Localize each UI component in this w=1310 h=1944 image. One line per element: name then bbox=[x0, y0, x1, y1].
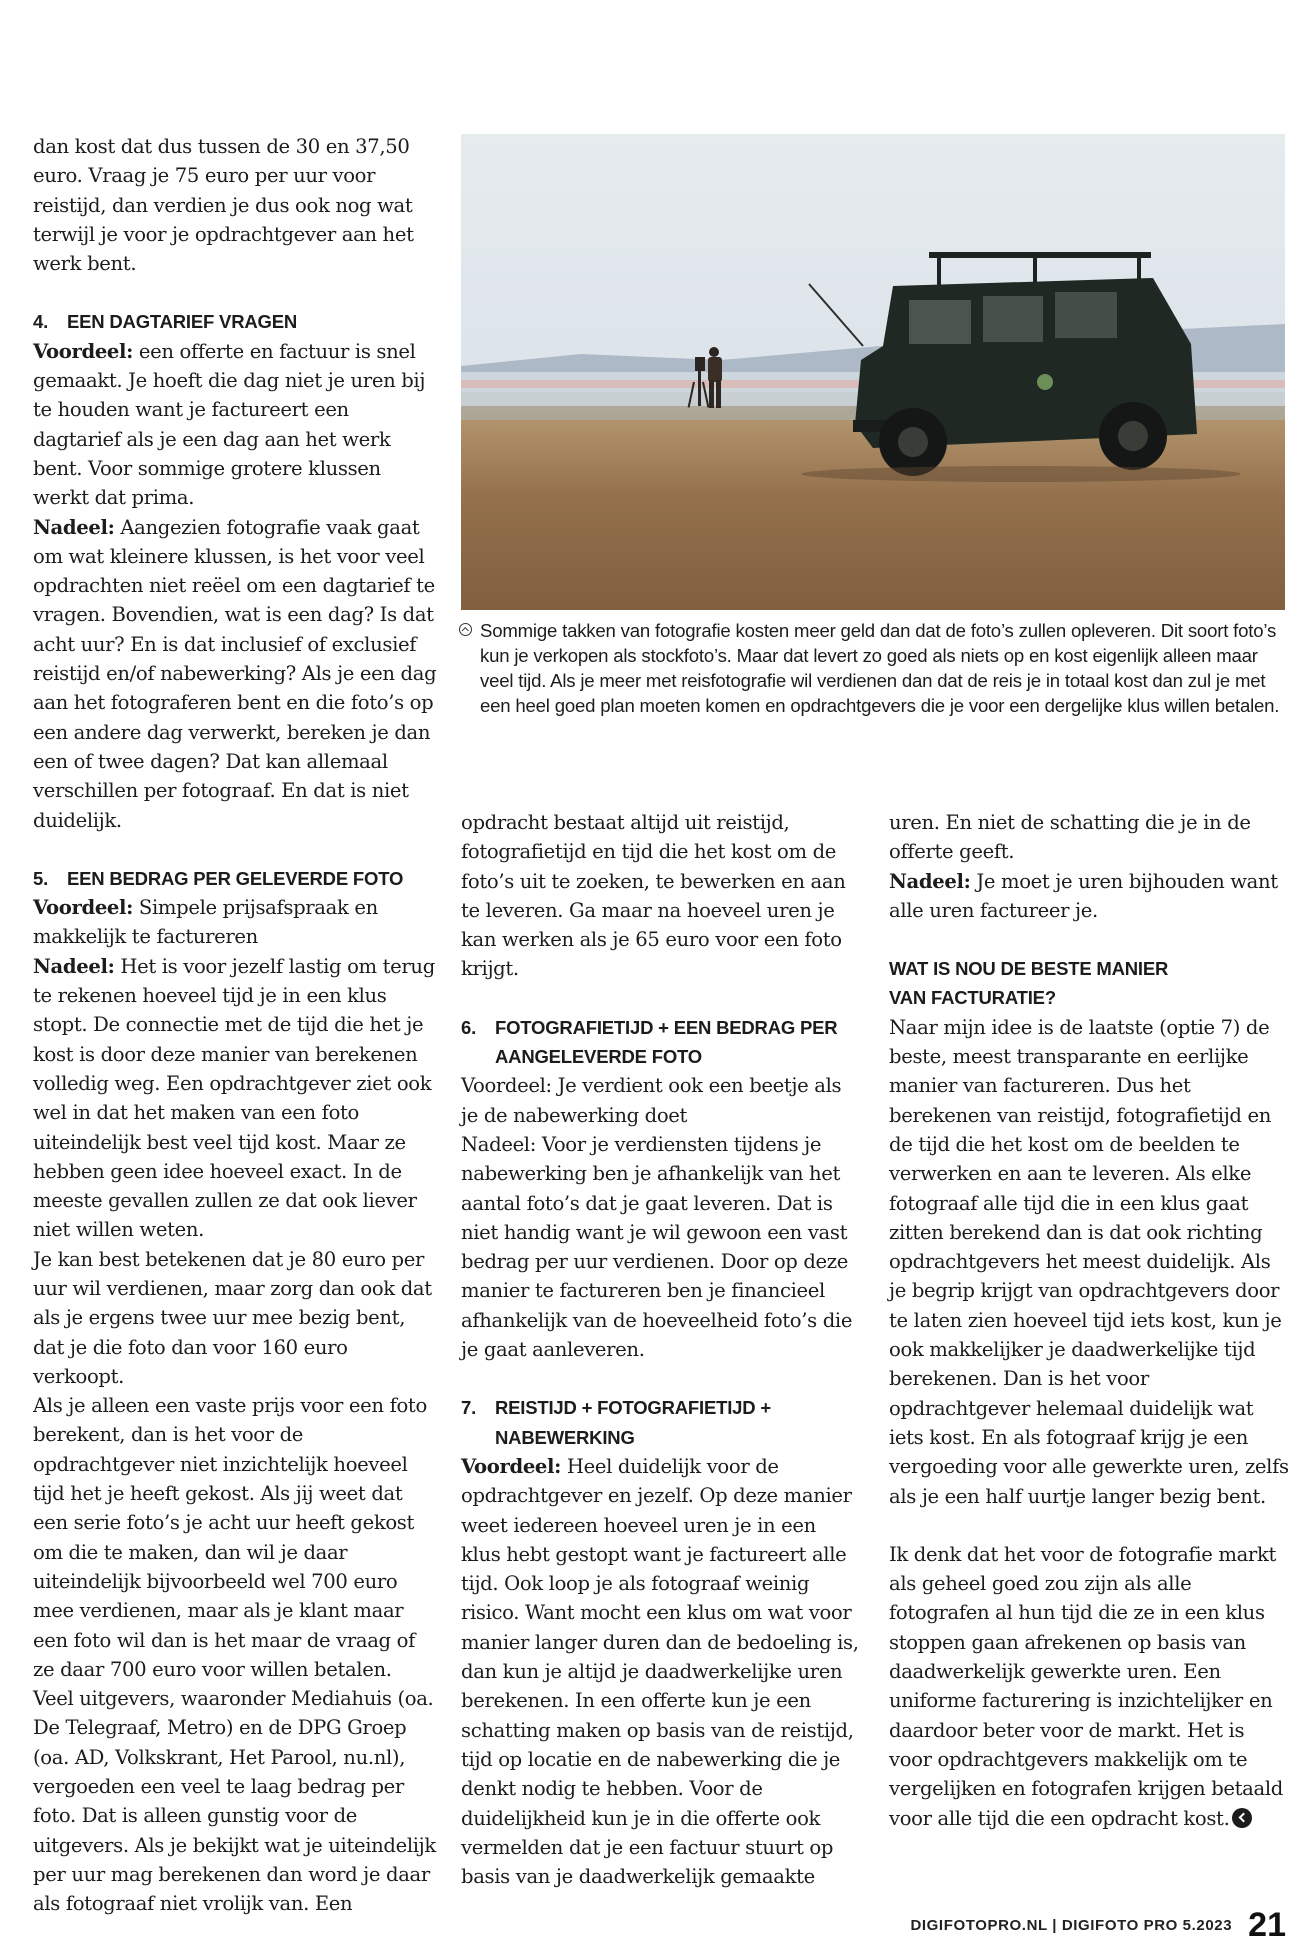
section-4-pro: Voordeel: een offerte en factuur is snel gemaakt. Je hoeft die dag niet je uren bij te houden want je factureert een dagtarief als je een dag aan het werk bent. Voor sommige grotere klussen werkt dat prima. bbox=[33, 339, 426, 510]
page-footer bbox=[910, 1908, 1286, 1942]
text-column-2 bbox=[461, 808, 861, 1891]
text-column-1 bbox=[33, 132, 441, 1919]
section-6-con: Nadeel: Voor je verdiensten tijdens je nabewerking ben je afhankelijk van het aantal foto’s dat je gaat leveren. Dat is niet handig want je wil gewoon een vast bedrag per uur verdienen. Door op deze manier te factureren ben je financieel afhankelijk van de hoeveelheid foto’s die je gaat aanleveren. bbox=[461, 1132, 853, 1362]
section-5-paragraph-4: Veel uitgevers, waaronder Mediahuis (oa. De Telegraaf, Metro) en de DPG Groep (oa. AD, Volkskrant, Het Parool, nu.nl), vergoeden een veel te laag bedrag per foto. Dat is alleen gunstig voor de uitgevers. Als je bekijkt wat je uiteindelijk per uur mag berekenen dan word je daar als fotograaf niet vrolijk van. Een bbox=[33, 1687, 436, 1916]
section-5-pro: Voordeel: Simpele prijsafspraak en makkelijk te factureren bbox=[33, 896, 378, 949]
section-5-paragraph-2: Je kan best betekenen dat je 80 euro per uur wil verdienen, maar zorg dan ook dat als je ergens twee uur mee bezig bent, dat je die foto dan voor 160 euro verkoopt. bbox=[33, 1247, 432, 1388]
section-7-heading: 7. REISTIJD + FOTOGRAFIETIJD + NABEWERKING bbox=[461, 1397, 771, 1448]
section-6-heading: 6. FOTOGRAFIETIJD + EEN BEDRAG PER AANGELEVERDE FOTO bbox=[461, 1016, 838, 1068]
conclusion-paragraph-1: Naar mijn idee is de laatste (optie 7) de beste, meest transparante en eerlijke manier van factureren. Dus het berekenen van reistijd, fotografietijd en de tijd die het kost om de beelden te verwerken en aan te leveren. Als elke fotograaf alle tijd die in een klus gaat zitten berekend dan is dat ook richting opdrachtgevers het meest duidelijk. Als je begrip krijgt van opdrachtgevers door te laten zien hoeveel tijd iets kost, kun je ook makkelijker je daadwerkelijke tijd berekenen. Dan is het voor opdrachtgever helemaal duidelijk wat iets kost. En als fotograaf krijg je een vergoeding voor alle gewerkte uren, zelfs als je een half uurtje langer bezig bent. bbox=[889, 1015, 1289, 1508]
column-3-continuation: uren. En niet de schatting die je in de offerte geeft. bbox=[889, 811, 1251, 864]
text-column-3 bbox=[889, 808, 1289, 1833]
section-5-heading: 5. EEN BEDRAG PER GELEVERDE FOTO bbox=[33, 867, 404, 889]
caption-arrow-up-icon bbox=[459, 623, 472, 636]
section-7-pro: Voordeel: Heel duidelijk voor de opdrachtgever en jezelf. Op deze manier weet iedereen hoeveel uren je in een klus hebt gestopt want je factureert alle tijd. Ook loop je als fotograaf weinig risico. Want mocht een klus om wat voor manier langer duren dan de bedoeling is, dan kun je altijd je daadwerkelijke uren berekenen. In een offerte kun je een schatting maken op basis van de reistijd, tijd op locatie en de nabewerking die je denkt nodig te hebben. Voor de duidelijkheid kun je in die offerte ook vermelden dat je een factuur stuurt op basis van je daadwerkelijk gemaakte bbox=[461, 1454, 859, 1889]
footer-publication: DIGIFOTOPRO.NL | DIGIFOTO PRO 5.2023 bbox=[910, 1916, 1233, 1934]
section-4-con: Nadeel: Aangezien fotografie vaak gaat om wat kleinere klussen, is het voor veel opdrachten niet reëel om een dagtarief te vragen. Bovendien, wat is een dag? Is dat acht uur? En is dat inclusief of exclusief reistijd en/of nabewerking? Als je een dag aan het fotograferen bent en die foto’s op een andere dag verwerkt, bereken je dan een of twee dagen? Dat kan allemaal verschillen per fotograaf. En dat is niet duidelijk. bbox=[33, 515, 437, 832]
section-5-con: Nadeel: Het is voor jezelf lastig om terug te rekenen hoeveel tijd je in een klus stopt. De connectie met de tijd die het je kost is door deze manier van berekenen volledig weg. Een opdrachtgever ziet ook wel in dat het maken van een foto uiteindelijk best veel tijd kost. Maar ze hebben geen idee hoeveel exact. In de meeste gevallen zullen ze dat ook liever niet willen weten. bbox=[33, 954, 435, 1242]
section-7-con: Nadeel: Je moet je uren bijhouden want alle uren factureer je. bbox=[889, 869, 1278, 922]
section-6-pro: Voordeel: Je verdient ook een beetje als je de nabewerking doet bbox=[461, 1074, 842, 1127]
page-number: 21 bbox=[1248, 1906, 1286, 1944]
column-2-continuation: opdracht bestaat altijd uit reistijd, fotografietijd en tijd die het kost om de foto’s uit te zoeken, te bewerken en aan te leveren. Ga maar na hoeveel uren je kan werken als je 65 euro voor een foto krijgt. bbox=[461, 811, 846, 981]
photo-caption: Sommige takken van fotografie kosten meer geld dan dat de foto’s zullen opleveren. Dit soort foto’s kun je verkopen als stockfoto’s. Maar dat levert zo goed als niets op en kost eigenlijk alleen maar veel tijd. Als je meer met reisfotografie wil verdienen dan dat de reis je in totaal kost dan zul je met een heel goed plan moeten komen en opdrachtgevers die je voor een dergelijke klus willen betalen. bbox=[459, 618, 1289, 718]
section-5-paragraph-3: Als je alleen een vaste prijs voor een foto berekent, dan is het voor de opdrachtgever niet inzichtelijk hoeveel tijd het je heeft gekost. Als jij weet dat een serie foto’s je acht uur heeft gekost om die te maken, dan wil je daar uiteindelijk bijvoorbeeld wel 700 euro mee verdienen, maar als je klant maar een foto wil dan is het maar de vraag of ze daar 700 euro voor willen betalen. bbox=[33, 1394, 427, 1681]
section-4-heading: 4. EEN DAGTARIEF VRAGEN bbox=[33, 311, 298, 333]
end-of-article-icon bbox=[1232, 1808, 1252, 1828]
conclusion-paragraph-2: Ik denk dat het voor de fotografie markt als geheel goed zou zijn als alle fotografen al hun tijd die ze in een klus stoppen gaan afrekenen op basis van daadwerkelijk gewerkte uren. Een uniforme facturering is inzichtelijker en daardoor beter voor de markt. Het is voor opdrachtgevers makkelijk om te vergelijken en fotografen krijgen betaald voor alle tijd die een opdracht kost. bbox=[889, 1542, 1283, 1830]
conclusion-heading: WAT IS NOU DE BESTE MANIER VAN FACTURATIE? bbox=[889, 958, 1169, 1009]
intro-paragraph: dan kost dat dus tussen de 30 en 37,50 euro. Vraag je 75 euro per uur voor reistijd, dan verdien je dus ook nog wat terwijl je voor je opdrachtgever aan het werk bent. bbox=[33, 135, 414, 276]
safari-photo bbox=[461, 134, 1285, 610]
